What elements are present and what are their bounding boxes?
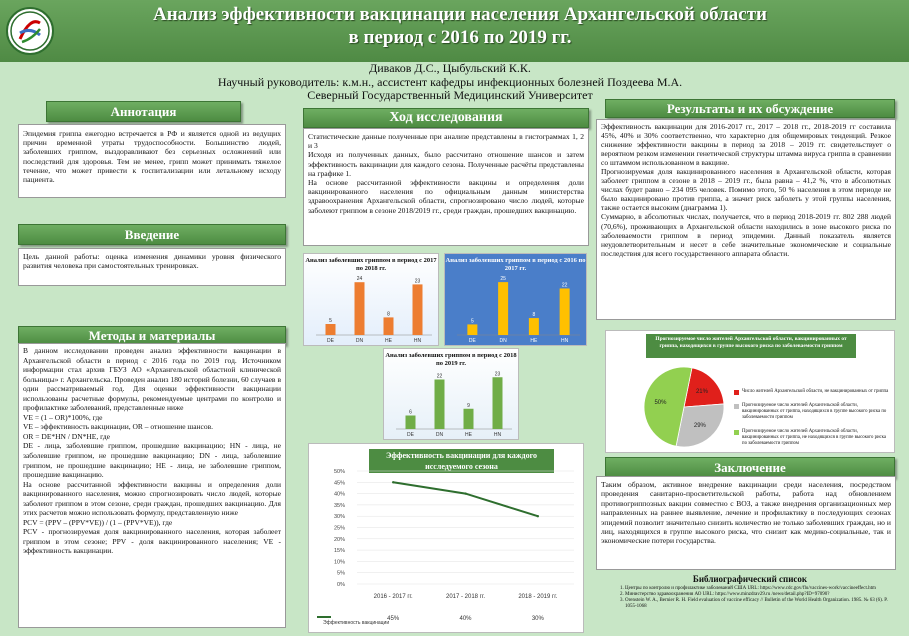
category-label: DN	[499, 338, 507, 344]
bar-value-label: 5	[470, 318, 474, 325]
bar	[493, 377, 503, 429]
y-tick-label: 0%	[337, 582, 345, 588]
formula-ve: VE = (1 – OR)*100%, где	[23, 412, 103, 422]
y-tick-label: 10%	[333, 559, 345, 566]
histogram-title: Анализ заболевших гриппом в период с 2018 по 2019 гг.	[385, 352, 517, 367]
histogram-2016-2017	[444, 253, 587, 346]
bar-value-label: 22	[561, 282, 568, 289]
histogram-title: Анализ заболевших гриппом в период с 2017 по 2018 гг.	[305, 257, 437, 272]
efficacy-line	[393, 482, 538, 516]
authors-block	[150, 62, 750, 103]
results-text: Эффективность вакцинации для 2016-2017 гг., 2017 – 2018 гг., 2018-2019 гг составила 45%, 40% и 30% соответственно, что характерно для общемировых тенденций. Резкое снижение эффективности вакцины в период за 2018 – 2019 гг. свидетельствует о вероятном резком изменении генетической структуры штамма вируса гриппа в сравнении со штаммом использованном в вакцине. Прогнозируемая доля вакцинированного населения в Архангельской области, которая заболеет гриппом в сезоне в 2018 – 2019 гг., была равна – 41,2 %, что в абсолютных числах будет равно – 234 095 человек. Помимо этого, 50 % населения в этом периоде не было вакцинировано против гриппа, а значит риск заболеть у этой группы населения, также остается высоким (диаграмма 1). Суммарно, в абсолютных числах, получается, что в период 2018-2019 гг. 802 288 людей (70,6%), проживающих в Архангельской области находились в зоне высокого риска по заболеваемости гриппом в период эпидемии. Данный показатель является неудовлетворительным и несет в себе значительные экономические и социальные последствия для всего государственного аппарата области.	[596, 119, 896, 320]
annotation-text: Эпидемия гриппа ежегодно встречается в РФ и является одной из ведущих причин временной утраты трудоспособности. Большинство людей, заболевших гриппом, выздоравливают без серьезных осложнений или последствий для здоровья. Тем не менее, грипп может принимать тяжелое течение, что может привести к госпитализации или летальному исходу пациента.	[18, 124, 286, 198]
y-tick-label: 30%	[333, 514, 345, 521]
bar-value-label: 5	[329, 318, 332, 324]
pie-legend-item	[734, 389, 889, 395]
value-label: 30%	[531, 616, 544, 622]
category-label: HE	[465, 432, 472, 438]
pie-chart-title: Прогнозируемое число жителей Архангельской области, вакцинированных от гриппа, находящихся в группе высокого риска по заболеваемости гриппом	[646, 334, 856, 358]
value-label: 45%	[387, 616, 400, 622]
bar-value-label: 9	[467, 402, 470, 409]
annotation-heading: Аннотация	[46, 101, 241, 122]
course-text: Статистические данные полученные при анализе представлены в гистограммах 1, 2 и 3 Исходя из полученных данных, было рассчитано отношение шансов и затем эффективность вакцинации для каждого сезона. Полученные расчёты представлены на графике 1. На основе рассчитанной эффективности вакцины и определения доли вакцинированного населения по официальным данным министерства здравоохранения Архангельской области, спрогнозировано число людей, которые заболеют гриппом в сезоне 2018/2019 гг., среди граждан, прошедших вакцинацию.	[303, 128, 589, 246]
references-heading: Библиографический список	[692, 574, 808, 584]
bar	[406, 416, 416, 430]
pie-slice-label: 21%	[695, 389, 708, 396]
bar-value-label: 23	[494, 371, 501, 378]
bar-value-label: 22	[436, 373, 443, 380]
pie-legend-label: Число жителей Архангельской области, не вакцинированных от гриппа	[742, 389, 889, 394]
line-chart-title: Эффективность вакцинации для каждого исследуемого сезона	[369, 449, 554, 473]
efficacy-line-chart	[308, 443, 584, 633]
data-point	[537, 515, 539, 517]
university-logo	[6, 7, 54, 55]
line-chart-svg	[309, 444, 585, 634]
poster-title	[70, 3, 850, 49]
y-tick-label: 25%	[333, 525, 345, 532]
references-list	[615, 586, 895, 610]
data-point	[392, 481, 394, 483]
category-label: 2016 - 2017 гг.	[373, 594, 413, 600]
y-tick-label: 20%	[333, 536, 345, 543]
category-label: HN	[561, 338, 569, 344]
category-label: HE	[530, 338, 538, 344]
course-heading: Ход исследования	[303, 108, 589, 128]
histogram-svg	[445, 254, 588, 347]
intro-text: Цель данной работы: оценка изменения динамики уровня физического развития человека при самостоятельных тренировках.	[18, 248, 286, 286]
y-tick-label: 35%	[333, 502, 345, 509]
methods-heading: Методы и материалы	[18, 326, 286, 345]
y-tick-label: 45%	[333, 480, 345, 487]
category-label: DE	[327, 338, 334, 344]
category-label: DE	[468, 338, 476, 344]
methods-text	[18, 343, 286, 628]
category-label: DN	[355, 338, 364, 344]
author-names: Диваков Д.С., Цыбульский К.К.	[369, 61, 531, 75]
pie-slice-label: 50%	[654, 400, 667, 407]
conclusion-text: Таким образом, активное внедрение вакцинации среди населения, посредством проведения санитарно-просветительской работы, работа над обновлением противогриппозных вакцин совместно с ВОЗ, а также внедрения организационных мер направленных на раннее выявление, лечение и профилактику в последующих сезонах эпидемий позволит значительно снизить количество не только заболевших граждан, но и лиц, находящихся в группе высокого риска, что снизит как медико-социальные, так и экономические потери государства.	[596, 476, 896, 570]
bar	[384, 317, 394, 335]
reference-item: 1. Центры по контролю и профилактике заболеваний США URL: https://www.cdc.gov/flu/vaccines-work/vaccineeffect.htm	[625, 586, 895, 592]
bar	[435, 380, 445, 430]
formula-pcv: PCV = (PPV – (PPV*VE)) / (1 – (PPV*VE)), где	[23, 517, 173, 527]
y-tick-label: 5%	[337, 570, 345, 577]
forecast-pie-chart	[605, 330, 895, 453]
bar	[413, 284, 423, 335]
reference-item: 2. Министерство здравоохранения АО URL: https://www.minzdrav29.ru /news/detail.php?ID=97090?	[625, 592, 895, 598]
methods-paragraph-2: На основе рассчитанной эффективности вакцины и определения доли вакцинированного населения, можно спрогнозировать число людей, которые заболеют гриппом в этом сезоне, среди граждан, прошедших вакцинацию. Для этих расчетов можно использовать формулу, представленную ниже	[23, 479, 281, 518]
histogram-svg	[304, 254, 440, 347]
advisor: Научный руководитель: к.м.н., ассистент кафедры инфекционных болезней Поздеева М.А.	[217, 74, 683, 89]
results-heading: Результаты и их обсуждение	[605, 99, 895, 118]
bar	[498, 282, 508, 335]
bar	[355, 282, 365, 335]
data-point	[464, 492, 466, 494]
category-label: 2018 - 2019 гг.	[518, 594, 558, 600]
histogram-2018-2019	[383, 348, 519, 440]
histogram-svg	[384, 349, 520, 441]
category-label: HN	[493, 432, 502, 438]
pie-legend	[734, 389, 889, 447]
y-tick-label: 15%	[333, 548, 345, 555]
title-line-2: в период с 2016 по 2019 гг.	[348, 27, 572, 48]
bar-value-label: 25	[500, 276, 506, 283]
methods-paragraph-1: В данном исследовании проведен анализ эффективности вакцинации в Архангельской области в период с 2016 года по 2019 год. Источником информации стал архив ГБУЗ АО «Архангельской областной клинической больницы» г. Архангельска. Проведен анализ 180 историй болезни, 60 случаев в один рассматриваемый год. Для оценки эффективности вакцинации использованы расчетные формулы, рекомендуемые центрами по контролю и профилактике заболеваний, представленные ниже	[23, 346, 281, 413]
formula-ve-desc: VE – эффективность вакцинации, OR – отношение шансов.	[23, 422, 214, 432]
pie-legend-item	[734, 429, 889, 447]
bar-value-label: 23	[414, 278, 421, 285]
category-label: HE	[385, 338, 392, 344]
category-label: 2017 - 2018 гг.	[445, 594, 486, 600]
bar	[326, 324, 336, 335]
legend-swatch	[734, 390, 739, 395]
legend-swatch	[734, 430, 739, 435]
legend-swatch	[734, 404, 739, 409]
formula-or-desc: DE - лица, заболевшие гриппом, прошедшие вакцинацию; HN - лица, не заболевшие гриппом, не прошедшие вакцинацию; DN - лица, заболевшие гриппом, не прошедшие вакцинацию; HE - лица, не заболевшие гриппом, прошедшие вакцинацию.	[23, 441, 281, 480]
category-label: HN	[413, 338, 422, 344]
formula-or: OR = DE*HN / DN*HE, где	[23, 431, 110, 441]
bar-value-label: 6	[409, 409, 412, 416]
bar	[467, 324, 477, 335]
category-label: DE	[407, 432, 414, 438]
pie-legend-label: Прогнозируемое число жителей Архангельской области, вакцинированных от гриппа, не находящихся в группе высокого риска по заболеваемости гриппом	[742, 429, 887, 446]
bar	[560, 288, 570, 335]
histogram-title: Анализ заболевших гриппом в период с 2016 по 2017 гг.	[445, 257, 586, 272]
pie-legend-item	[734, 403, 889, 421]
bar-value-label: 24	[356, 276, 363, 283]
header-banner	[0, 0, 909, 62]
conclusion-heading: Заключение	[605, 457, 895, 478]
value-label: 40%	[459, 616, 472, 622]
y-tick-label: 40%	[333, 491, 345, 498]
y-tick-label: 50%	[333, 469, 345, 475]
pie-slice-label: 29%	[693, 422, 706, 429]
reference-item: 3. Orenstein W. A., Bernier R. H. Field evaluation of vaccine efficacy // Bulletin of the World Health Organization. 1985. № 63 (6). P. 1055-1068	[625, 598, 895, 610]
pie-legend-label: Прогнозируемое число жителей Архангельской области, вакцинированных от гриппа, находящихся в группе высокого риска по заболеваемости гриппом	[742, 403, 887, 420]
bar-value-label: 8	[532, 312, 536, 319]
formula-pcv-desc: PCV - прогнозируемая доля вакцинированного населения, которая заболеет гриппом в этом сезоне; PPV - доля вакцинированного населения; VE - эффективность вакцинации.	[23, 527, 281, 556]
university-name: Северный Государственный Медицинский Университет	[307, 88, 593, 102]
bar	[464, 409, 474, 429]
title-line-1: Анализ эффективности вакцинации населения Архангельской области	[153, 4, 767, 25]
bar	[529, 318, 539, 335]
intro-heading: Введение	[18, 224, 286, 245]
category-label: DN	[435, 432, 444, 438]
bar-value-label: 8	[387, 311, 390, 318]
histogram-2017-2018	[303, 253, 439, 346]
legend-label: Эффективность вакцинации	[323, 620, 390, 626]
